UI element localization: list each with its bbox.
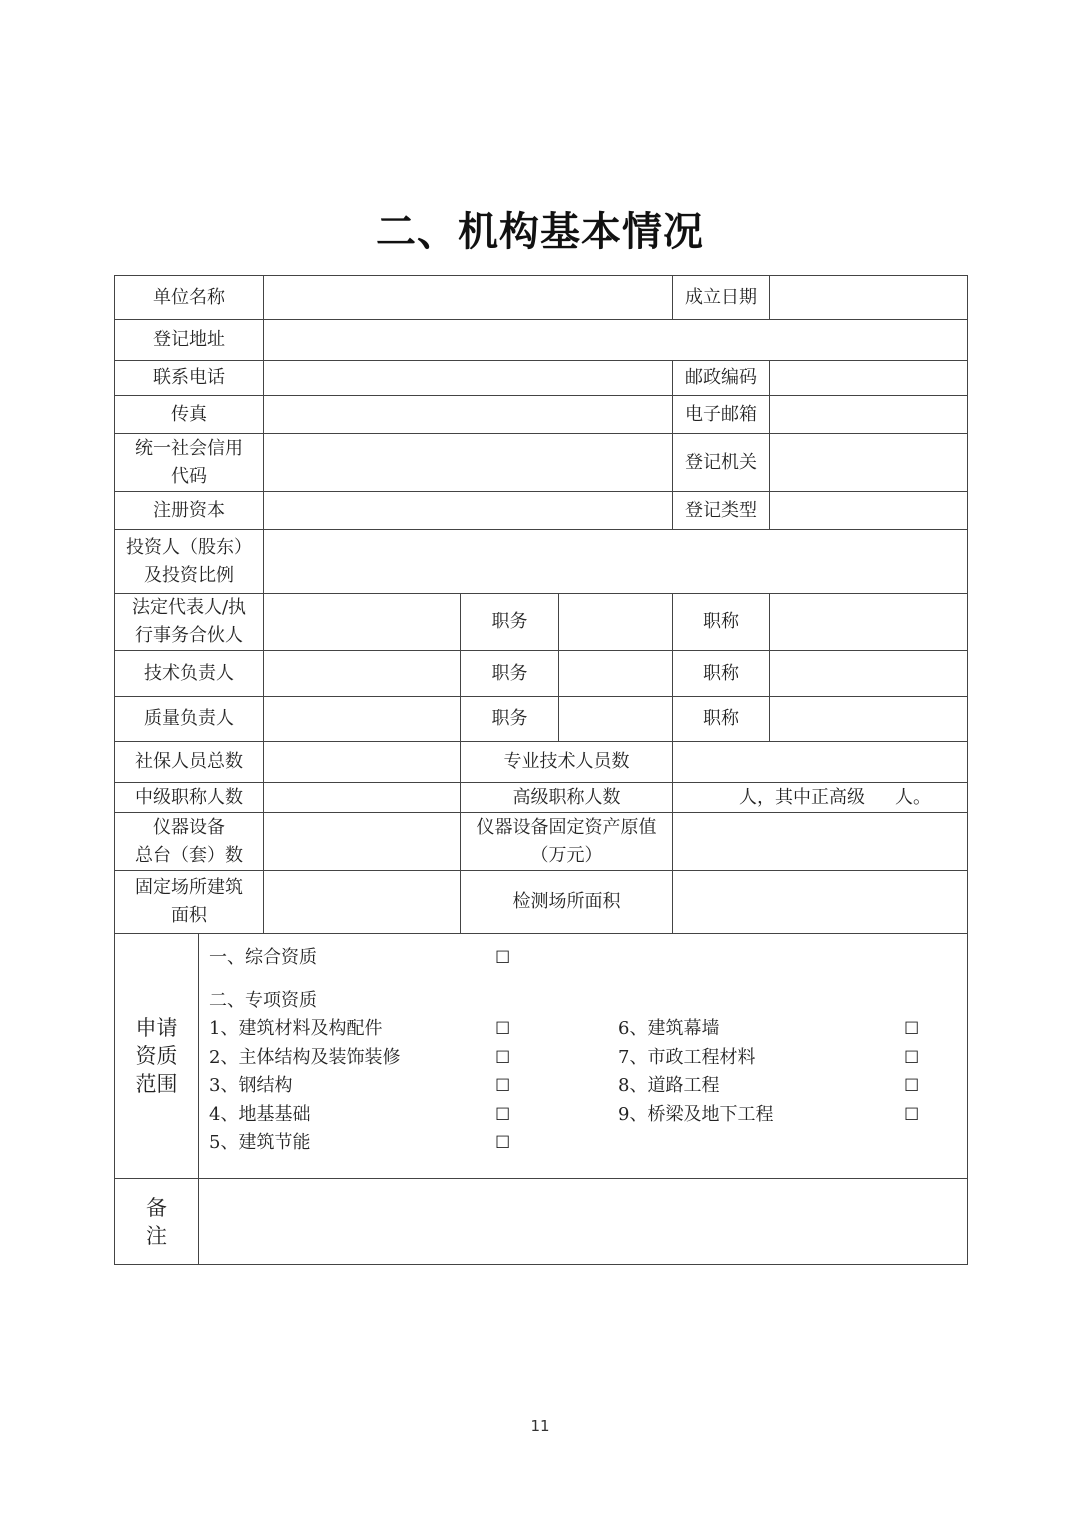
- fax-field[interactable]: [264, 396, 673, 434]
- reg-address-label: 登记地址: [115, 320, 264, 361]
- investor-field[interactable]: [264, 530, 968, 594]
- pro-tech-staff-field[interactable]: [673, 742, 968, 783]
- quality-lead-field[interactable]: [264, 697, 461, 742]
- credit-code-label-line1: 统一社会信用: [135, 437, 243, 459]
- scope-special-header: 二、专项资质: [209, 989, 317, 1011]
- legal-rep-label-line1: 法定代表人/执: [131, 597, 247, 618]
- instruments-label-line2: 总台（套）数: [135, 844, 243, 866]
- investor-label: [115, 530, 264, 594]
- legal-rep-label: [115, 594, 264, 651]
- instruments-field[interactable]: [264, 813, 461, 871]
- scope-item-6: 6、建筑幕墙: [618, 1018, 720, 1039]
- tech-lead-title-field[interactable]: [770, 651, 968, 697]
- scope-general-checkbox[interactable]: ☐: [495, 948, 511, 968]
- scope-item-9: 9、桥梁及地下工程: [618, 1103, 774, 1125]
- tech-lead-field[interactable]: [264, 651, 461, 697]
- mid-title-field[interactable]: [264, 783, 461, 813]
- asset-value-field[interactable]: [673, 813, 968, 871]
- mid-title-label: 中级职称人数: [115, 783, 264, 813]
- page-number: 11: [530, 1417, 550, 1435]
- scope-item-3: 3、钢结构: [209, 1075, 293, 1096]
- remarks-label: [115, 1179, 199, 1265]
- scope-item-2: 2、主体结构及装饰装修: [209, 1046, 401, 1068]
- reg-authority-field[interactable]: [770, 434, 968, 492]
- tech-lead-title-label: 职称: [673, 651, 770, 697]
- site-area-label: [115, 871, 264, 934]
- scope-item-1-checkbox[interactable]: ☐: [495, 1019, 511, 1039]
- unit-name-field[interactable]: [264, 276, 673, 320]
- founded-date-field[interactable]: [770, 276, 968, 320]
- credit-code-label-line2: 代码: [171, 465, 207, 487]
- scope-label-line1: 申请: [135, 1016, 178, 1040]
- asset-value-label-line1: 仪器设备固定资产原值: [476, 816, 657, 838]
- scope-label-line3: 范围: [135, 1072, 178, 1096]
- investor-label-line1: 投资人（股东）: [126, 536, 252, 558]
- remarks-field[interactable]: [199, 1179, 968, 1265]
- credit-code-label: [115, 434, 264, 492]
- senior-title-label: 高级职称人数: [461, 783, 673, 813]
- asset-value-label-line2: （万元）: [530, 844, 603, 866]
- scope-item-7: 7、市政工程材料: [618, 1046, 756, 1068]
- postcode-label: 邮政编码: [673, 361, 770, 396]
- investor-label-line2: 及投资比例: [144, 564, 234, 586]
- scope-item-8-checkbox[interactable]: ☐: [904, 1076, 920, 1096]
- scope-label-line2: 资质: [135, 1044, 178, 1068]
- scope-item-2-checkbox[interactable]: ☐: [495, 1047, 511, 1068]
- pro-tech-staff-label: 专业技术人员数: [461, 742, 673, 783]
- quality-lead-title-field[interactable]: [770, 697, 968, 742]
- postcode-field[interactable]: [770, 361, 968, 396]
- institution-info-table: [114, 275, 968, 1265]
- reg-capital-label: 注册资本: [115, 492, 264, 530]
- scope-item-8: 8、道路工程: [618, 1075, 720, 1096]
- asset-value-label: [461, 813, 673, 871]
- senior-note-b: 人。: [895, 786, 931, 808]
- scope-item-3-checkbox[interactable]: ☐: [495, 1076, 511, 1096]
- legal-rep-position-label: 职务: [461, 594, 559, 651]
- scope-item-4-checkbox[interactable]: ☐: [495, 1104, 511, 1125]
- unit-name-label: 单位名称: [115, 276, 264, 320]
- scope-item-5-checkbox[interactable]: ☐: [495, 1133, 511, 1153]
- reg-authority-label: 登记机关: [673, 434, 770, 492]
- scope-item-1: 1、建筑材料及构配件: [209, 1018, 383, 1039]
- phone-field[interactable]: [264, 361, 673, 396]
- quality-lead-label: 质量负责人: [115, 697, 264, 742]
- social-staff-field[interactable]: [264, 742, 461, 783]
- legal-rep-field[interactable]: [264, 594, 461, 651]
- credit-code-field[interactable]: [264, 434, 673, 492]
- scope-label: [115, 934, 199, 1179]
- instruments-label-line1: 仪器设备: [153, 816, 225, 838]
- tech-lead-label: 技术负责人: [115, 651, 264, 697]
- email-field[interactable]: [770, 396, 968, 434]
- site-area-label-line1: 固定场所建筑: [135, 877, 243, 898]
- scope-item-6-checkbox[interactable]: ☐: [904, 1019, 920, 1039]
- scope-item-7-checkbox[interactable]: ☐: [904, 1047, 920, 1068]
- quality-lead-position-field[interactable]: [559, 697, 673, 742]
- scope-options: [199, 934, 968, 1179]
- email-label: 电子邮箱: [673, 396, 770, 434]
- legal-rep-label-line2: 行事务合伙人: [135, 625, 243, 646]
- scope-general-label: 一、综合资质: [209, 947, 317, 968]
- test-area-field[interactable]: [673, 871, 968, 934]
- quality-lead-position-label: 职务: [461, 697, 559, 742]
- test-area-label: 检测场所面积: [461, 871, 673, 934]
- remarks-label-line1: 备: [146, 1195, 167, 1220]
- reg-type-field[interactable]: [770, 492, 968, 530]
- site-area-label-line2: 面积: [171, 905, 207, 926]
- senior-title-field[interactable]: [673, 783, 968, 813]
- scope-item-5: 5、建筑节能: [209, 1132, 311, 1153]
- remarks-label-line2: 注: [146, 1223, 167, 1248]
- scope-item-4: 4、地基基础: [209, 1103, 311, 1125]
- legal-rep-title-field[interactable]: [770, 594, 968, 651]
- page-title: 二、机构基本情况: [376, 209, 704, 255]
- legal-rep-position-field[interactable]: [559, 594, 673, 651]
- instruments-label: [115, 813, 264, 871]
- social-staff-label: 社保人员总数: [115, 742, 264, 783]
- tech-lead-position-label: 职务: [461, 651, 559, 697]
- tech-lead-position-field[interactable]: [559, 651, 673, 697]
- reg-address-field[interactable]: [264, 320, 968, 361]
- phone-label: 联系电话: [115, 361, 264, 396]
- legal-rep-title-label: 职称: [673, 594, 770, 651]
- reg-capital-field[interactable]: [264, 492, 673, 530]
- scope-item-9-checkbox[interactable]: ☐: [904, 1104, 920, 1125]
- founded-date-label: 成立日期: [673, 276, 770, 320]
- fax-label: 传真: [115, 396, 264, 434]
- quality-lead-title-label: 职称: [673, 697, 770, 742]
- site-area-field[interactable]: [264, 871, 461, 934]
- senior-note-a: 人，其中正高级: [739, 786, 865, 808]
- reg-type-label: 登记类型: [673, 492, 770, 530]
